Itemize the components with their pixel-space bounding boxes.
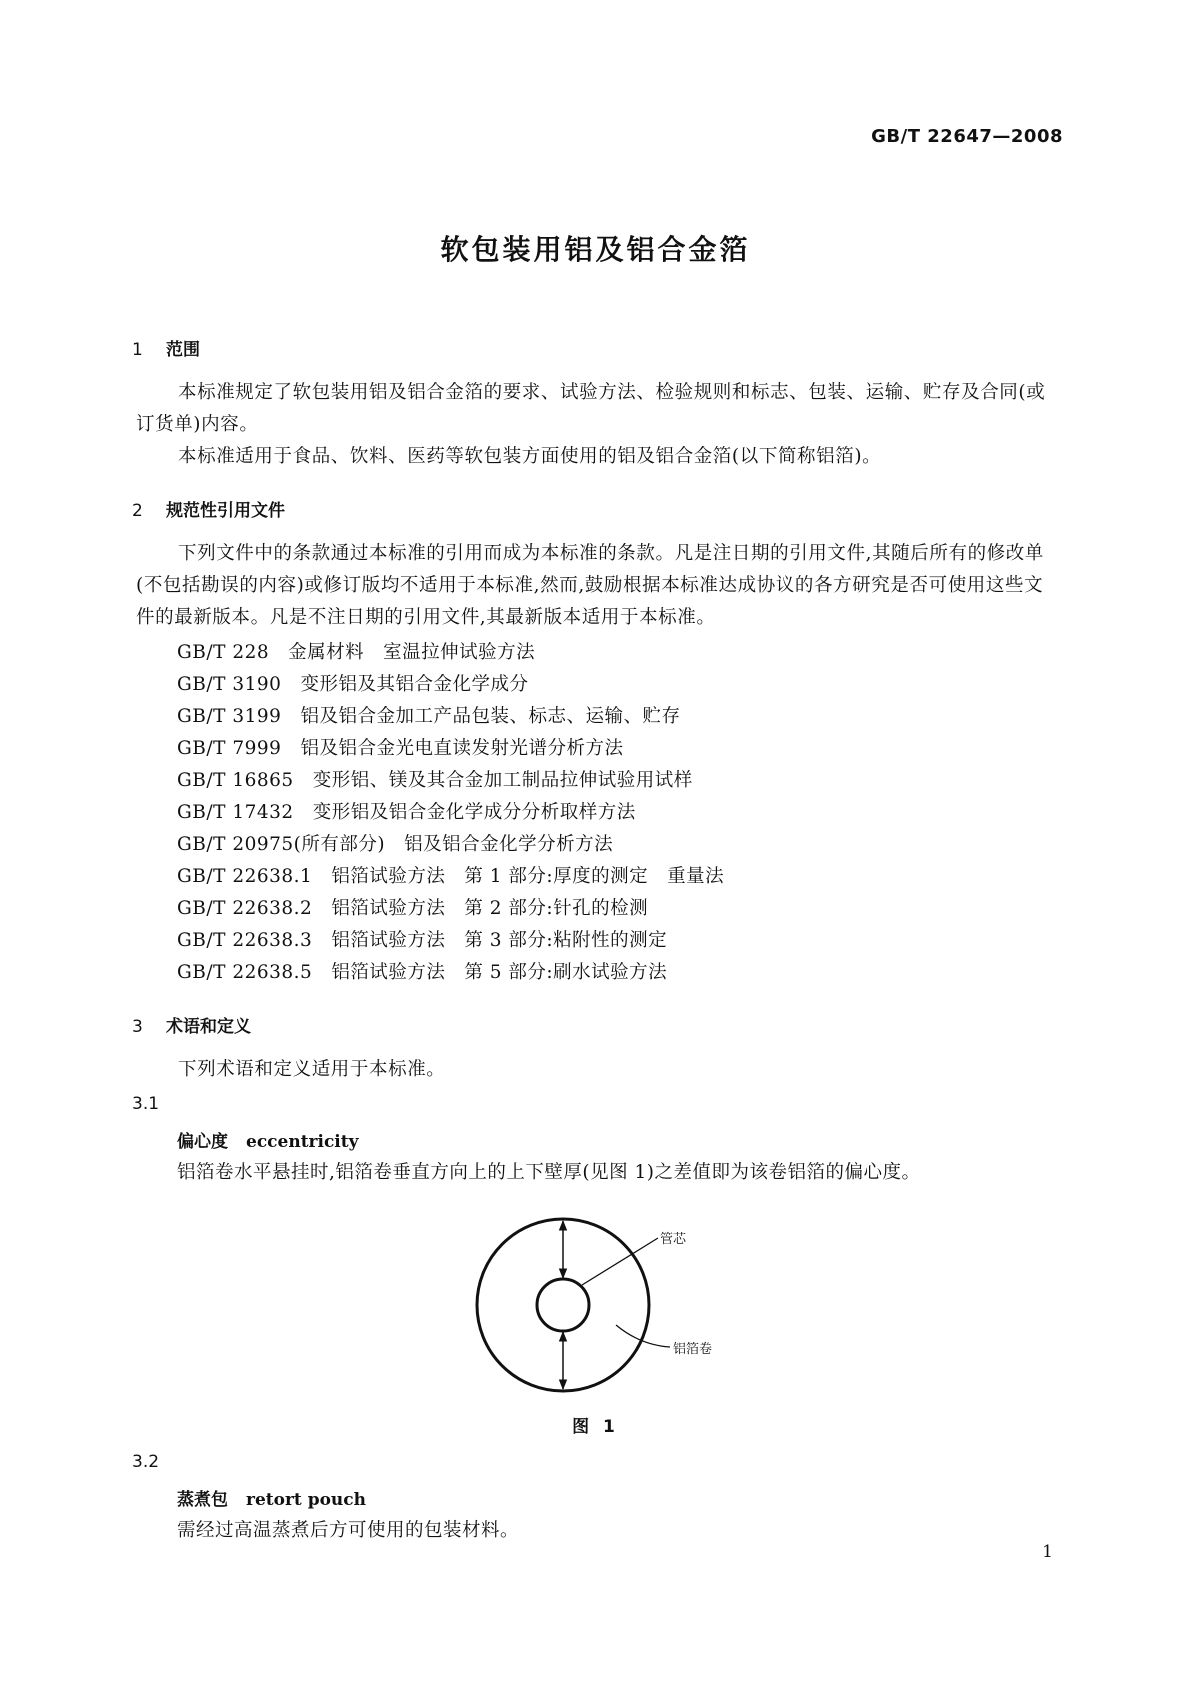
section-number: 2	[132, 501, 143, 521]
section-2-heading	[132, 496, 285, 521]
reference-title: 金属材料 室温拉伸试验方法	[288, 642, 536, 663]
reference-title: 铝箔试验方法 第 3 部分:粘附性的测定	[331, 930, 668, 951]
term-number: 3.2	[132, 1452, 160, 1472]
section-title: 术语和定义	[166, 1017, 251, 1037]
reference-item	[177, 830, 613, 856]
figure-1-diagram	[470, 1205, 770, 1405]
reference-item	[177, 638, 535, 664]
reference-item	[177, 734, 623, 760]
term-english: eccentricity	[246, 1132, 359, 1152]
paragraph: 下列文件中的条款通过本标准的引用而成为本标准的条款。凡是注日期的引用文件,其随后所有的修改单(不包括勘误的内容)或修订版均不适用于本标准,然而,鼓励根据本标准达成协议的各方研究是否可使用这些文件的最新版本。凡是不注日期的引用文件,其最新版本适用于本标准。	[136, 543, 1044, 628]
reference-item	[177, 766, 693, 792]
term-heading	[177, 1127, 359, 1152]
roll-label: 铝箔卷	[673, 1342, 713, 1357]
core-inner-circle	[537, 1279, 589, 1331]
reference-item	[177, 894, 648, 920]
document-title: 软包装用铝及铝合金箔	[440, 233, 751, 266]
reference-item	[177, 702, 680, 728]
reference-title: 铝及铝合金化学分析方法	[404, 834, 614, 855]
term-chinese: 偏心度	[177, 1132, 228, 1152]
reference-title: 铝及铝合金加工产品包装、标志、运输、贮存	[300, 706, 681, 727]
reference-code: GB/T 16865	[177, 770, 294, 791]
reference-code: GB/T 22638.1	[177, 866, 313, 887]
reference-code: GB/T 3190	[177, 674, 282, 695]
section-number: 1	[132, 340, 143, 360]
paragraph: 本标准规定了软包装用铝及铝合金箔的要求、试验方法、检验规则和标志、包装、运输、贮存及合同(或订货单)内容。	[136, 382, 1046, 435]
section-title: 范围	[166, 340, 200, 360]
page-number: 1	[1042, 1542, 1053, 1562]
core-label: 管芯	[660, 1232, 687, 1247]
reference-title: 变形铝及其铝合金化学成分	[300, 674, 529, 695]
term-definition: 铝箔卷水平悬挂时,铝箔卷垂直方向上的上下壁厚(见图 1)之差值即为该卷铝箔的偏心度。	[177, 1162, 921, 1183]
reference-title: 铝箔试验方法 第 1 部分:厚度的测定 重量法	[331, 866, 725, 887]
section-number: 3	[132, 1017, 143, 1037]
reference-item	[177, 958, 667, 984]
standard-code: GB/T 22647—2008	[871, 126, 1063, 147]
term-number: 3.1	[132, 1094, 160, 1114]
reference-code: GB/T 17432	[177, 802, 294, 823]
reference-code: GB/T 7999	[177, 738, 282, 759]
reference-title: 铝箔试验方法 第 2 部分:针孔的检测	[331, 898, 649, 919]
section-title: 规范性引用文件	[166, 501, 285, 521]
reference-code: GB/T 228	[177, 642, 270, 663]
figure-caption: 图 1	[572, 1417, 619, 1437]
reference-title: 变形铝及铝合金化学成分分析取样方法	[312, 802, 636, 823]
reference-code: GB/T 3199	[177, 706, 282, 727]
reference-title: 铝及铝合金光电直读发射光谱分析方法	[300, 738, 624, 759]
core-leader-line	[582, 1238, 658, 1285]
reference-item	[177, 670, 528, 696]
term-heading	[177, 1485, 366, 1510]
reference-code: GB/T 22638.5	[177, 962, 313, 983]
term-chinese: 蒸煮包	[177, 1490, 228, 1510]
section-1-heading	[132, 335, 200, 360]
reference-code: GB/T 22638.3	[177, 930, 313, 951]
reference-item	[177, 926, 667, 952]
term-english: retort pouch	[246, 1490, 366, 1510]
term-definition: 需经过高温蒸煮后方可使用的包装材料。	[177, 1520, 520, 1541]
section-3-heading	[132, 1012, 251, 1037]
paragraph: 下列术语和定义适用于本标准。	[178, 1059, 446, 1080]
paragraph: 本标准适用于食品、饮料、医药等软包装方面使用的铝及铝合金箔(以下简称铝箔)。	[178, 446, 882, 467]
reference-title: 铝箔试验方法 第 5 部分:刷水试验方法	[331, 962, 668, 983]
reference-item	[177, 798, 636, 824]
reference-code: GB/T 20975(所有部分)	[177, 834, 386, 855]
reference-code: GB/T 22638.2	[177, 898, 313, 919]
reference-title: 变形铝、镁及其合金加工制品拉伸试验用试样	[312, 770, 693, 791]
reference-item	[177, 862, 724, 888]
